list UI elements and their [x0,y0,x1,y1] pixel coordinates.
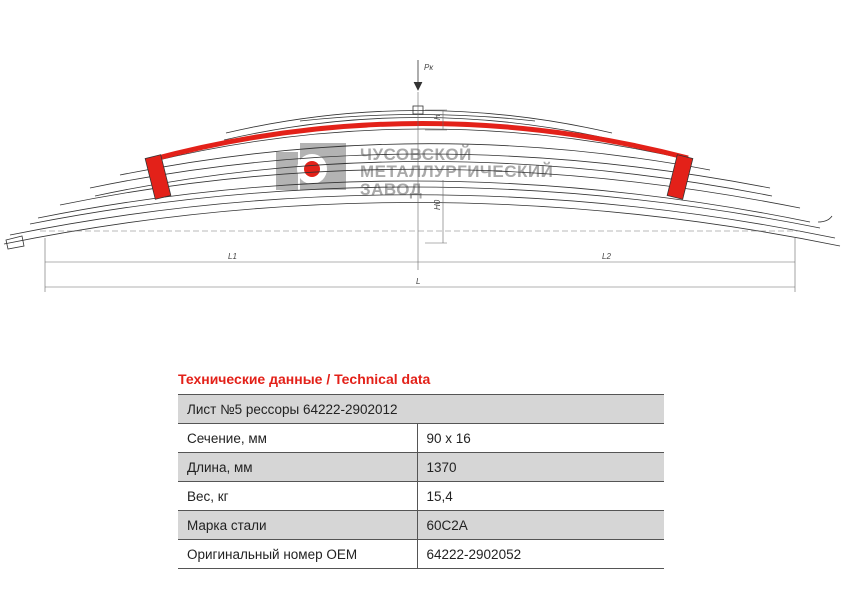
value-cell: 90 x 16 [426,430,471,446]
spec-table [178,394,664,569]
dim-l2-label: L2 [602,252,611,261]
company-logo [276,143,553,199]
logo-line-2: МЕТАЛЛУРГИЧЕСКИЙ [360,162,554,181]
table-row [178,482,664,511]
param-cell: Марка стали [178,511,417,540]
value-cell: 15,4 [426,488,453,504]
dim-h0-label: H0 [433,199,442,210]
value-cell: 64222-2902052 [426,546,522,562]
table-row [178,453,664,482]
table-row [178,511,664,540]
param-cell: Длина, мм [178,453,417,482]
param-cell: Оригинальный номер OEM [178,540,417,569]
value-cell: 60С2А [417,511,664,540]
table-row [178,424,664,453]
table-row [178,540,664,569]
table-header: Лист №5 рессоры 64222-2902012 [178,395,664,424]
value-cell: 1370 [417,453,664,482]
tech-data-title: Технические данные / Technical data [178,371,431,387]
dim-l-label: L [416,277,421,286]
dim-h-label: H [433,114,442,120]
load-label: Pк [424,63,434,72]
dim-l1-label: L1 [228,252,237,261]
logo-line-1: ЧУСОВСКОЙ [360,145,472,164]
table-header-row [178,395,664,424]
param-cell: Сечение, мм [178,424,417,453]
logo-line-3: ЗАВОД [360,180,423,199]
param-cell: Вес, кг [178,482,417,511]
